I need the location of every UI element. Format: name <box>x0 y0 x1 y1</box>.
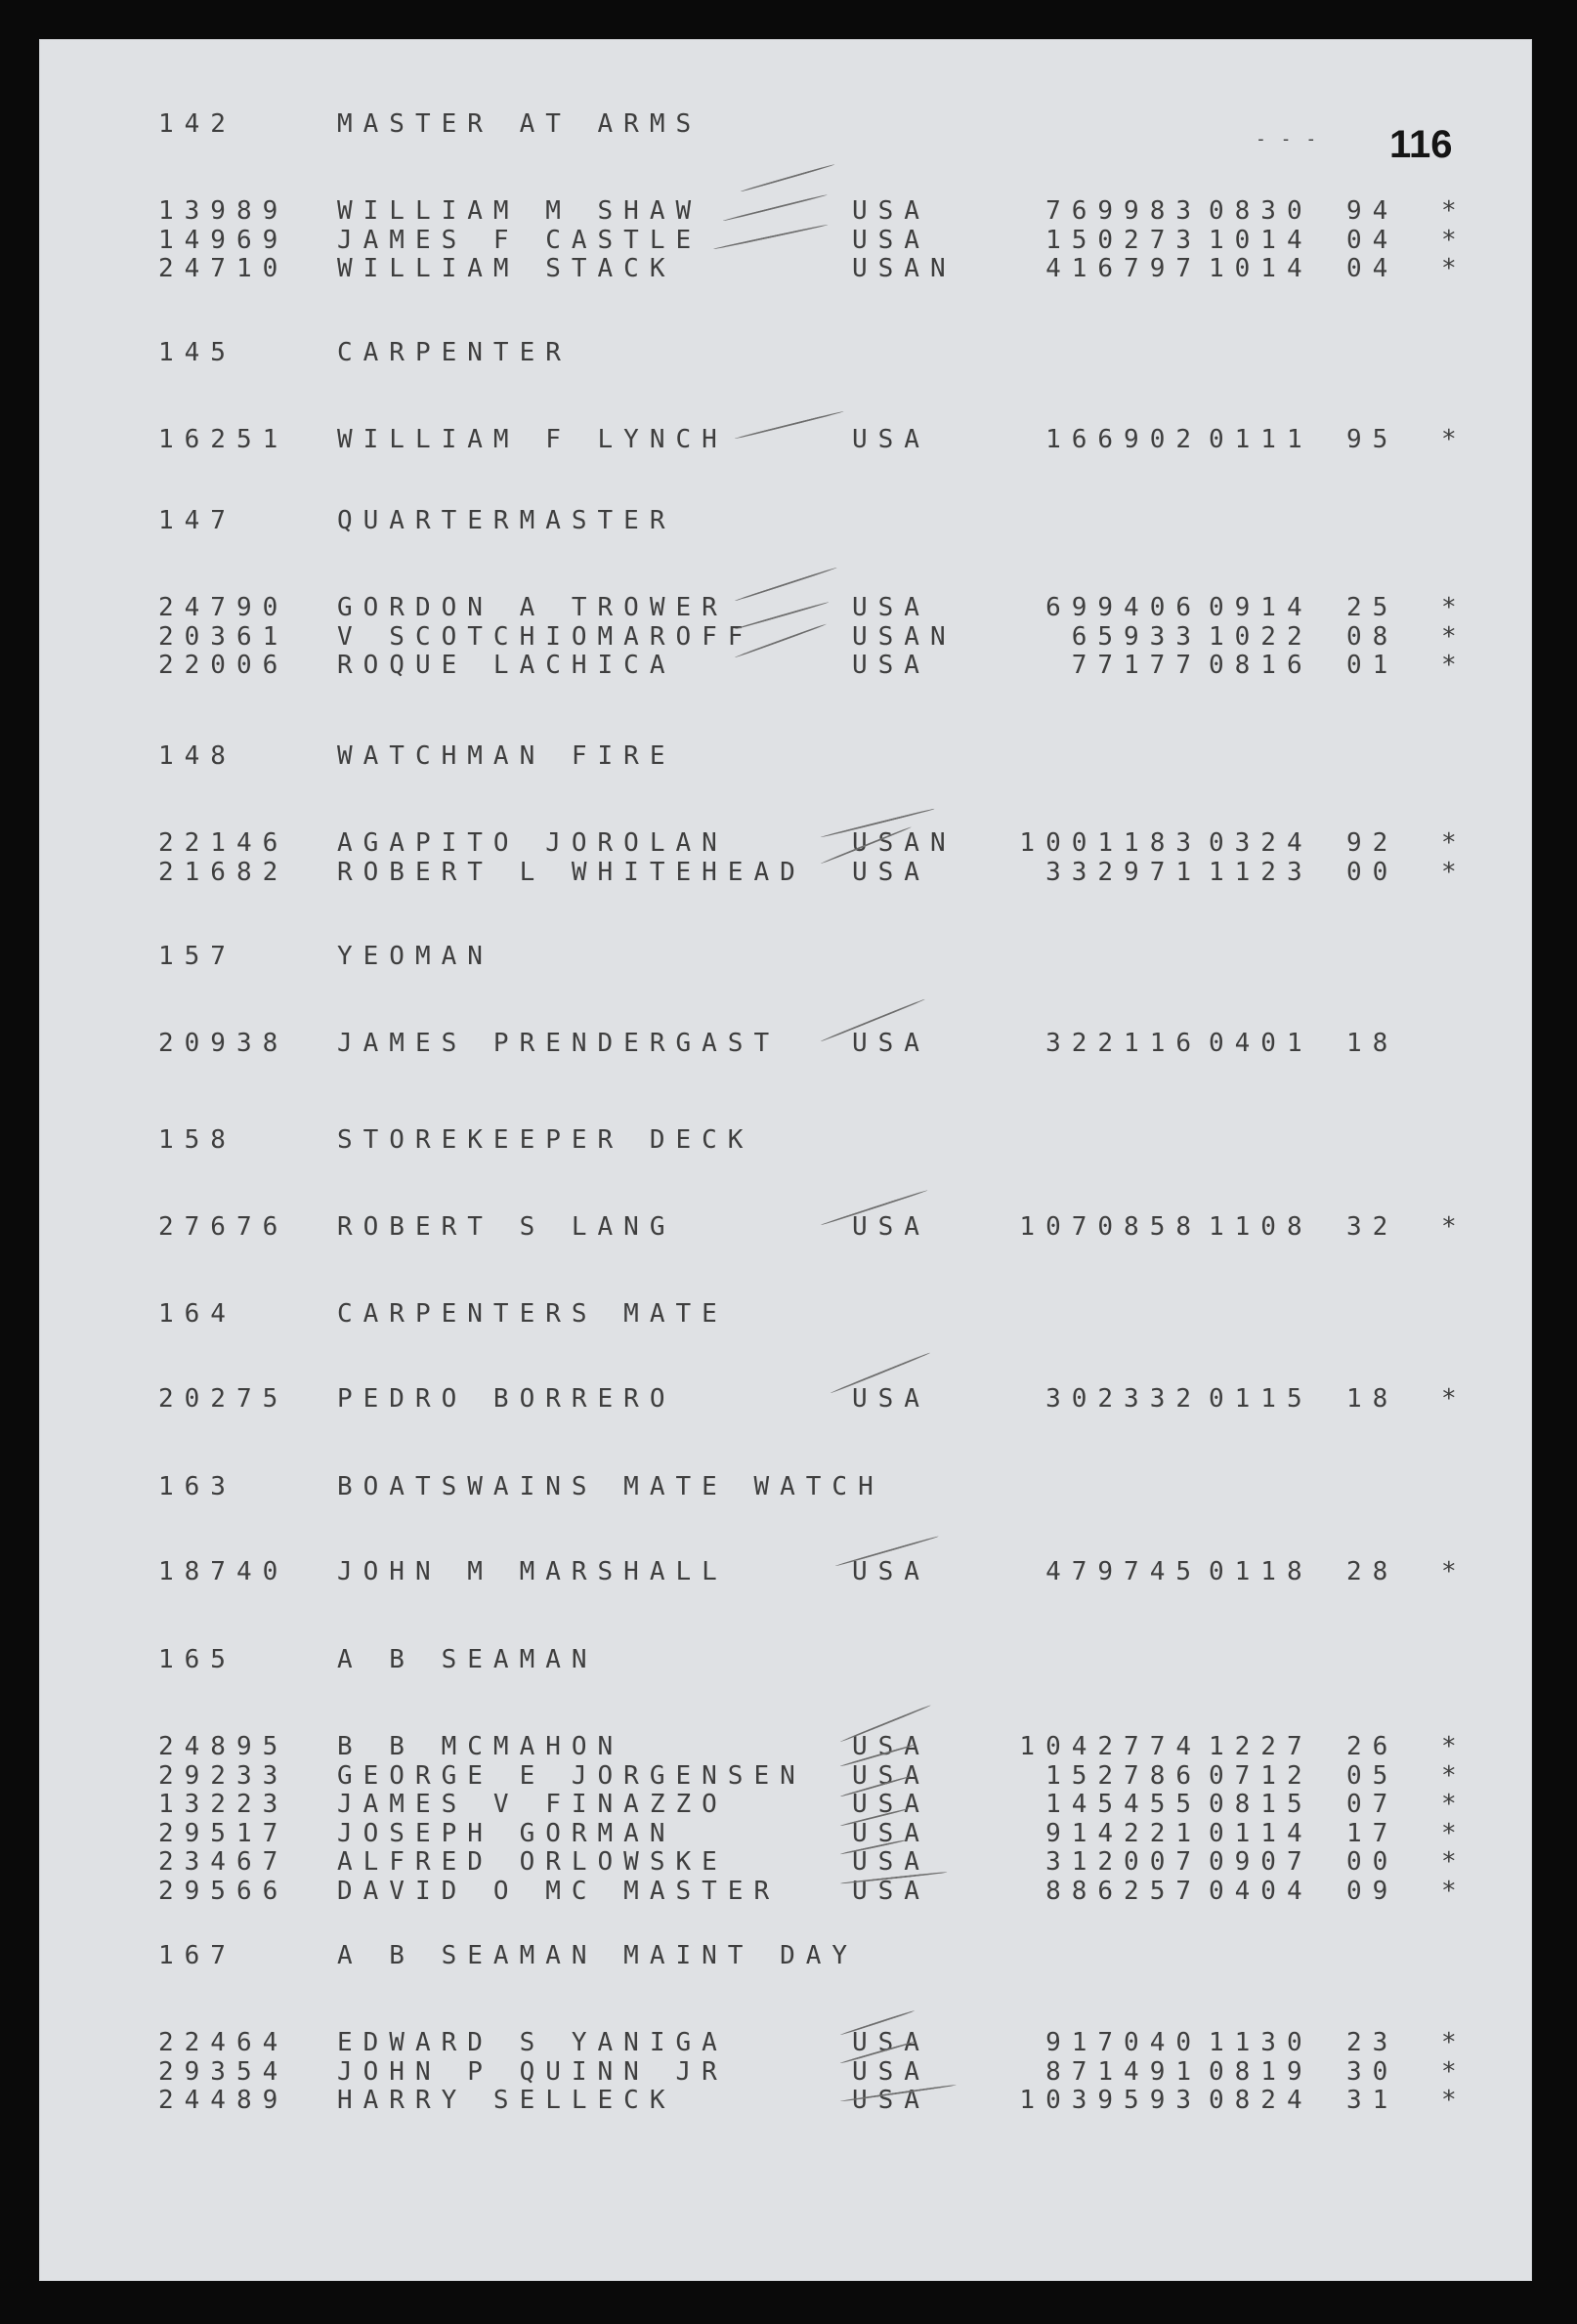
row-date: 0815 <box>1209 1790 1313 1819</box>
row-id: 24895 <box>158 1732 289 1761</box>
row-number: 914221 <box>1045 1818 1202 1848</box>
row-country: USA <box>852 651 930 680</box>
row-id: 13989 <box>158 196 289 226</box>
row-star: * <box>1441 621 1468 652</box>
row-age: 00 <box>1346 857 1399 887</box>
section-code: 167 <box>158 1941 236 1970</box>
row-age: 07 <box>1346 1790 1399 1819</box>
row-number: 886257 <box>1045 1876 1202 1906</box>
row-age: 95 <box>1346 425 1399 454</box>
row-name: DAVID O MC MASTER <box>337 1876 781 1906</box>
row-number: 145455 <box>1045 1790 1202 1819</box>
row-date: 0111 <box>1209 425 1313 454</box>
check-mark <box>723 193 828 222</box>
section-code: 157 <box>158 942 236 971</box>
row-number: 917040 <box>1045 2028 1202 2057</box>
row-age: 28 <box>1346 1557 1399 1586</box>
row-country: USA <box>852 1876 930 1906</box>
row-star: * <box>1441 1876 1468 1906</box>
section-title: BOATSWAINS MATE WATCH <box>337 1472 884 1501</box>
row-country: USA <box>852 196 930 226</box>
section-title: CARPENTERS MATE <box>337 1299 728 1329</box>
row-star: * <box>1441 828 1468 858</box>
row-name: ROBERT S LANG <box>337 1212 676 1242</box>
row-name: JOSEPH GORMAN <box>337 1818 676 1848</box>
row-age: 23 <box>1346 2028 1399 2057</box>
row-age: 31 <box>1346 2086 1399 2115</box>
row-number: 1042774 <box>1019 1732 1202 1761</box>
row-age: 04 <box>1346 225 1399 255</box>
row-date: 0401 <box>1209 1029 1313 1058</box>
row-name: GEORGE E JORGENSEN <box>337 1760 806 1791</box>
row-id: 29233 <box>158 1760 289 1791</box>
row-country: USAN <box>852 254 957 283</box>
section-code: 147 <box>158 506 236 535</box>
row-age: 30 <box>1346 2056 1399 2087</box>
row-age: 18 <box>1346 1384 1399 1414</box>
row-number: 1070858 <box>1019 1212 1202 1242</box>
row-id: 23467 <box>158 1847 289 1877</box>
document-page <box>39 39 1532 2281</box>
row-star: * <box>1441 1732 1468 1761</box>
row-age: 94 <box>1346 196 1399 226</box>
row-country: USA <box>852 225 930 255</box>
row-number: 312007 <box>1045 1847 1202 1877</box>
row-id: 13223 <box>158 1790 289 1819</box>
row-country: USA <box>852 1557 930 1586</box>
row-star: * <box>1441 651 1468 680</box>
row-id: 18740 <box>158 1557 289 1586</box>
row-name: JAMES F CASTLE <box>337 225 703 255</box>
section-title: YEOMAN <box>337 942 493 971</box>
row-number: 1039593 <box>1019 2086 1202 2115</box>
row-name: ALFRED ORLOWSKE <box>337 1847 728 1877</box>
row-number: 150273 <box>1045 225 1202 255</box>
row-country: USAN <box>852 828 957 858</box>
row-name: JOHN P QUINN JR <box>337 2056 728 2087</box>
row-age: 25 <box>1346 593 1399 622</box>
row-age: 32 <box>1346 1212 1399 1242</box>
row-star: * <box>1441 1818 1468 1848</box>
row-number: 699406 <box>1045 593 1202 622</box>
row-date: 1014 <box>1209 225 1313 255</box>
row-star: * <box>1441 2028 1468 2057</box>
row-country: USA <box>852 1029 930 1058</box>
row-country: USA <box>852 2028 930 2057</box>
page-mark: - - - <box>1256 129 1319 149</box>
row-country: USA <box>852 1384 930 1414</box>
section-code: 163 <box>158 1472 236 1501</box>
row-id: 20361 <box>158 621 289 652</box>
row-name: ROQUE LACHICA <box>337 651 676 680</box>
row-star: * <box>1441 1847 1468 1877</box>
row-name: WILLIAM STACK <box>337 254 676 283</box>
row-country: USA <box>852 2086 930 2115</box>
row-star: * <box>1441 1760 1468 1791</box>
row-id: 29517 <box>158 1818 289 1848</box>
row-date: 0914 <box>1209 593 1313 622</box>
row-date: 0324 <box>1209 828 1313 858</box>
section-code: 142 <box>158 109 236 139</box>
row-age: 26 <box>1346 1732 1399 1761</box>
row-number: 1001183 <box>1019 828 1202 858</box>
check-mark <box>735 601 830 629</box>
section-code: 164 <box>158 1299 236 1329</box>
row-number: 871491 <box>1045 2056 1202 2087</box>
row-star: * <box>1441 1212 1468 1242</box>
row-age: 09 <box>1346 1876 1399 1906</box>
row-id: 20275 <box>158 1384 289 1414</box>
row-number: 65933 <box>1071 621 1202 652</box>
row-star: * <box>1441 2086 1468 2115</box>
section-code: 145 <box>158 338 236 367</box>
row-star: * <box>1441 254 1468 283</box>
section-title: A B SEAMAN MAINT DAY <box>337 1941 859 1970</box>
row-number: 152786 <box>1045 1760 1202 1791</box>
row-star: * <box>1441 2056 1468 2087</box>
row-age: 92 <box>1346 828 1399 858</box>
row-name: HARRY SELLECK <box>337 2086 676 2115</box>
section-code: 158 <box>158 1125 236 1155</box>
row-date: 0118 <box>1209 1557 1313 1586</box>
check-mark <box>713 224 829 250</box>
row-id: 22146 <box>158 828 289 858</box>
row-star: * <box>1441 1557 1468 1586</box>
section-title: MASTER AT ARMS <box>337 109 703 139</box>
section-title: WATCHMAN FIRE <box>337 741 676 771</box>
row-id: 14969 <box>158 225 289 255</box>
row-id: 21682 <box>158 857 289 887</box>
row-country: USA <box>852 1847 930 1877</box>
row-name: AGAPITO JOROLAN <box>337 828 728 858</box>
row-country: USA <box>852 857 930 887</box>
row-number: 322116 <box>1045 1029 1202 1058</box>
row-id: 24790 <box>158 593 289 622</box>
row-name: JOHN M MARSHALL <box>337 1557 728 1586</box>
row-number: 479745 <box>1045 1557 1202 1586</box>
row-country: USA <box>852 1212 930 1242</box>
row-id: 29566 <box>158 1876 289 1906</box>
section-code: 165 <box>158 1645 236 1674</box>
row-id: 27676 <box>158 1212 289 1242</box>
row-date: 0907 <box>1209 1847 1313 1877</box>
row-number: 166902 <box>1045 425 1202 454</box>
row-country: USA <box>852 425 930 454</box>
row-id: 20938 <box>158 1029 289 1058</box>
row-number: 332971 <box>1045 857 1202 887</box>
row-age: 04 <box>1346 254 1399 283</box>
row-date: 0830 <box>1209 196 1313 226</box>
check-mark <box>735 410 844 440</box>
row-star: * <box>1441 593 1468 622</box>
row-date: 1227 <box>1209 1732 1313 1761</box>
row-name: EDWARD S YANIGA <box>337 2028 728 2057</box>
row-country: USA <box>852 593 930 622</box>
row-name: GORDON A TROWER <box>337 593 728 622</box>
row-country: USA <box>852 2056 930 2087</box>
section-title: STOREKEEPER DECK <box>337 1125 754 1155</box>
row-name: JAMES PRENDERGAST <box>337 1029 781 1058</box>
row-star: * <box>1441 196 1468 226</box>
row-date: 1022 <box>1209 621 1313 652</box>
row-number: 416797 <box>1045 254 1202 283</box>
row-country: USA <box>852 1818 930 1848</box>
row-age: 05 <box>1346 1760 1399 1791</box>
row-star: * <box>1441 1790 1468 1819</box>
row-date: 0819 <box>1209 2056 1313 2087</box>
row-id: 22464 <box>158 2028 289 2057</box>
row-country: USA <box>852 1760 930 1791</box>
row-date: 0115 <box>1209 1384 1313 1414</box>
row-star: * <box>1441 225 1468 255</box>
row-name: PEDRO BORRERO <box>337 1384 676 1414</box>
row-name: ROBERT L WHITEHEAD <box>337 857 806 887</box>
row-star: * <box>1441 1384 1468 1414</box>
row-age: 17 <box>1346 1818 1399 1848</box>
section-code: 148 <box>158 741 236 771</box>
row-date: 0816 <box>1209 651 1313 680</box>
page-number: 116 <box>1389 123 1453 166</box>
row-number: 302332 <box>1045 1384 1202 1414</box>
row-name: WILLIAM M SHAW <box>337 196 703 226</box>
row-date: 0404 <box>1209 1876 1313 1906</box>
row-age: 01 <box>1346 651 1399 680</box>
row-date: 1014 <box>1209 254 1313 283</box>
row-star: * <box>1441 857 1468 887</box>
row-id: 16251 <box>158 425 289 454</box>
row-number: 769983 <box>1045 196 1202 226</box>
row-number: 77177 <box>1071 651 1202 680</box>
row-date: 1123 <box>1209 857 1313 887</box>
row-country: USA <box>852 1790 930 1819</box>
row-name: B B MCMAHON <box>337 1732 624 1761</box>
row-date: 1130 <box>1209 2028 1313 2057</box>
row-date: 0824 <box>1209 2086 1313 2115</box>
row-id: 24710 <box>158 254 289 283</box>
row-name: V SCOTCHIOMAROFF <box>337 621 754 652</box>
row-date: 0114 <box>1209 1818 1313 1848</box>
row-date: 1108 <box>1209 1212 1313 1242</box>
row-country: USAN <box>852 621 957 652</box>
row-age: 08 <box>1346 621 1399 652</box>
row-date: 0712 <box>1209 1760 1313 1791</box>
row-id: 29354 <box>158 2056 289 2087</box>
row-name: WILLIAM F LYNCH <box>337 425 728 454</box>
section-title: A B SEAMAN <box>337 1645 598 1674</box>
section-title: CARPENTER <box>337 338 572 367</box>
row-name: JAMES V FINAZZO <box>337 1790 728 1819</box>
row-age: 18 <box>1346 1029 1399 1058</box>
row-star: * <box>1441 425 1468 454</box>
row-age: 00 <box>1346 1847 1399 1877</box>
section-title: QUARTERMASTER <box>337 506 676 535</box>
row-id: 24489 <box>158 2086 289 2115</box>
check-mark <box>741 163 835 191</box>
check-mark <box>735 567 837 602</box>
row-id: 22006 <box>158 651 289 680</box>
row-country: USA <box>852 1732 930 1761</box>
